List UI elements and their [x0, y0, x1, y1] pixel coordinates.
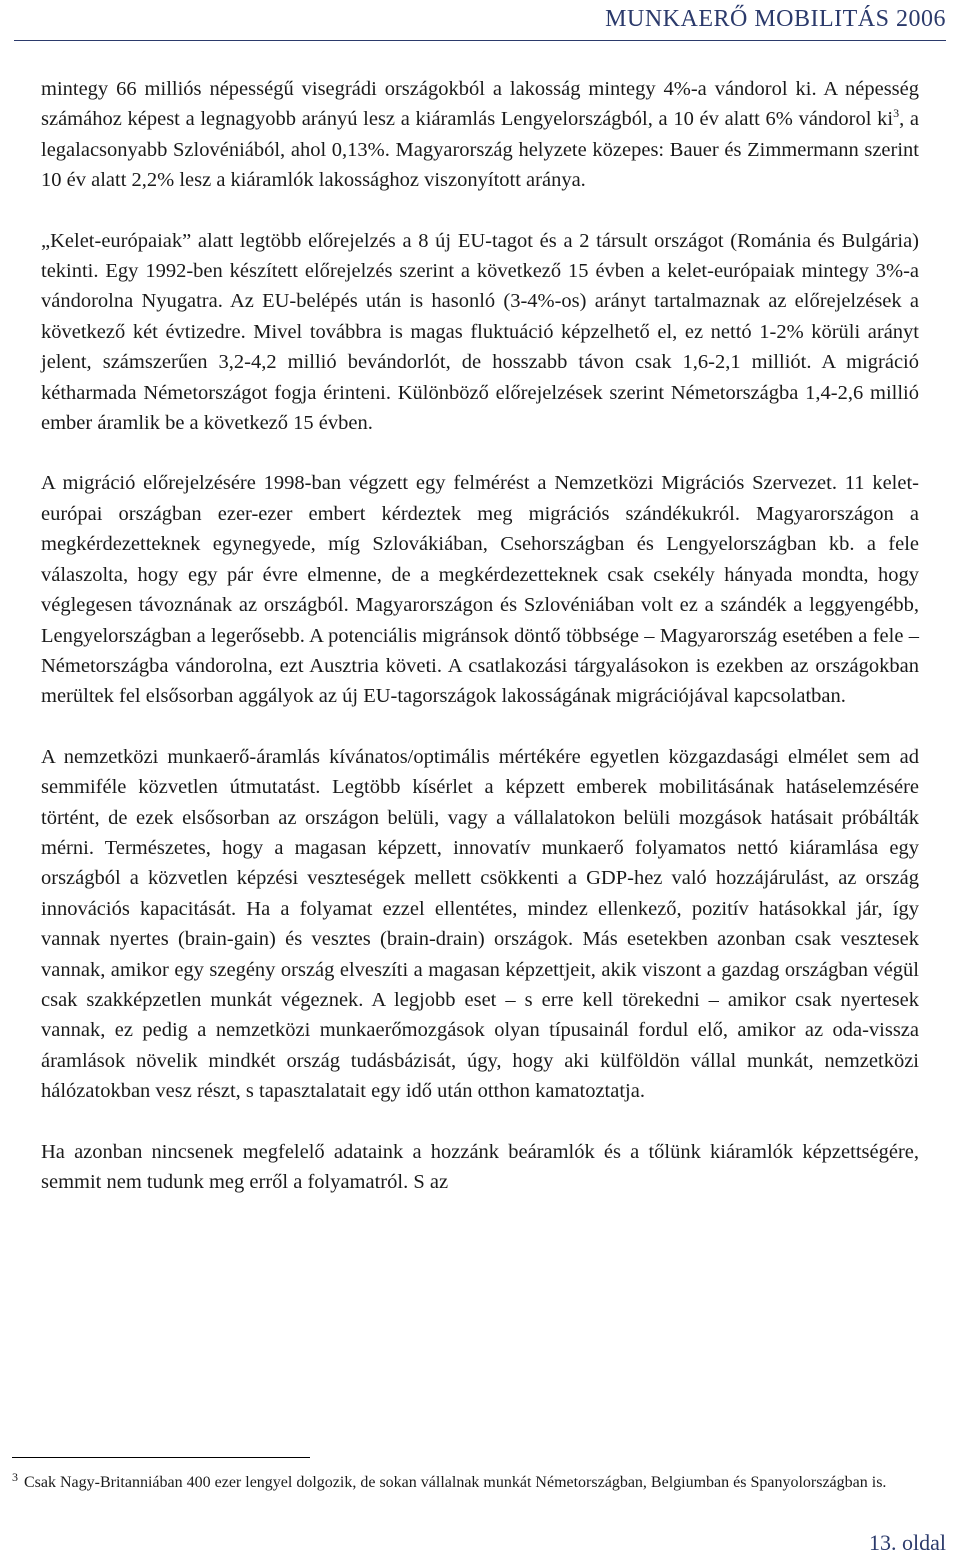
paragraph-iom-survey: A migráció előrejelzésére 1998-ban végzett egy felmérést a Nemzetközi Migrációs Szervezet. 11 kelet-európai országban ezer-ezer embert kérdeztek meg migrációs szándékukról. Magyarországon a megkérdezetteknek egynegyede, míg Szlovákiában, Csehországban és Lengyelországban kb. a fele válaszolta, hogy egy pár évre elmenne, de a megkérdezetteknek csak csekély hányada mondta, hogy véglegesen távoznának az országból. Magyarországon és Szlovéniában volt ez a szándék a leggyengébb, Lengyelországban a legerősebb. A potenciális migránsok döntő többsége – Magyarország esetében a fele – Németországba vándorolna, ezt Ausztria követi. A csatlakozási tárgyalásokon is ezekben az országokban merültek fel elsősorban aggályok az új EU-tagországok lakosságának migrációjával kapcsolatban.	[41, 472, 919, 708]
paragraph-data-gap: Ha azonban nincsenek megfelelő adataink a hozzánk beáramlók és a tőlünk kiáramlók képzettségére, semmit nem tudunk meg erről a folyamatról. S az	[41, 1140, 919, 1193]
paragraph-labour-flow-theory: A nemzetközi munkaerő-áramlás kívánatos/optimális mértékére egyetlen közgazdasági elmélet sem ad semmiféle közvetlen útmutatást. Legtöbb kísérlet a képzett emberek mobilitásának hatáselemzésére történt, de ezek elsősorban az országon belüli, vagy a vállalatokon belüli mozgások hatásait próbálták mérni. Természetes, hogy a magasan képzett, innovatív munkaerő folyamatos nettó kiáramlása egy országból a közvetlen képzési veszteségek mellett csökkenti a GDP-hez való hozzájárulást, az ország innovációs kapacitását. Ha a folyamat ezzel ellentétes, mindez ellenkező, pozitív hatásokkal jár, így vannak nyertes (brain-gain) és vesztes (brain-drain) országok. Más esetekben azonban csak vesztesek vannak, amikor egy szegény ország elveszíti a magasan képzettjeit, akik viszont a gazdag országban végül csak szakképzetlen munkát végeznek. A legjobb eset – s erre kell törekedni – amikor csak nyertesek vannak, ez pedig a nemzetközi munkaerőmozgások olyan típusainál fordul elő, amikor az oda-vissza áramlások növelik mindkét ország tudásbázisát, úgy, hogy aki külföldön vállal munkát, nemzetközi hálózatokban vesz részt, s tapasztalatait egy idő után otthon kamatoztatja.	[41, 745, 919, 1103]
page-body	[41, 74, 919, 1227]
paragraph-text: mintegy 66 milliós népességű visegrádi országokból a lakosság mintegy 4%-a vándorol ki. A népesség számához képest a legnagyobb arányú lesz a kiáramlás Lengyelországból, a 10 év alatt 6% vándorol ki	[41, 78, 919, 131]
page-number: 13. oldal	[869, 1530, 946, 1555]
running-header-title: MUNKAERŐ MOBILITÁS 2006	[605, 6, 946, 32]
footnote-mark: 3	[12, 1470, 18, 1484]
header-divider	[14, 40, 946, 41]
footnote-reference[interactable]: 3	[893, 106, 900, 121]
footnote-text: Csak Nagy-Britanniában 400 ezer lengyel dolgozik, de sokan vállalnak munkát Németországban, Belgiumban és Spanyolországban is.	[24, 1474, 887, 1491]
footnote	[12, 1466, 920, 1494]
paragraph-east-european-forecasts: „Kelet-európaiak” alatt legtöbb előrejelzés a 8 új EU-tagot és a 2 társult országot (Románia és Bulgária) tekinti. Egy 1992-ben készített előrejelzés szerint a következő 15 évben a kelet-európaiak mintegy 3%-a vándorolna Nyugatra. Az EU-belépés után is hasonló (3-4%-os) arányt tartalmaznak az előrejelzések a következő két évtizedre. Mivel továbbra is magas fluktuáció képzelhető el, ez nettó 1-2% körüli arányt jelent, számszerűen 3,2-4,2 millió bevándorlót, de hosszabb távon csak 1,6-2,1 milliót. A migráció kétharmada Németországot fogja érinteni. Különböző előrejelzések szerint Németországba 1,4-2,6 millió ember áramlik be a következő 15 évben.	[41, 229, 919, 435]
paragraph-visegrad-migration	[41, 74, 919, 196]
paragraph-text: , a legalacsonyabb Szlovéniából, ahol 0,13%. Magyarország helyzete közepes: Bauer és Zimmermann szerint 10 év alatt 2,2% lesz a kiáramlók lakossághoz viszonyított aránya.	[41, 108, 919, 192]
footnote-divider	[12, 1457, 310, 1458]
